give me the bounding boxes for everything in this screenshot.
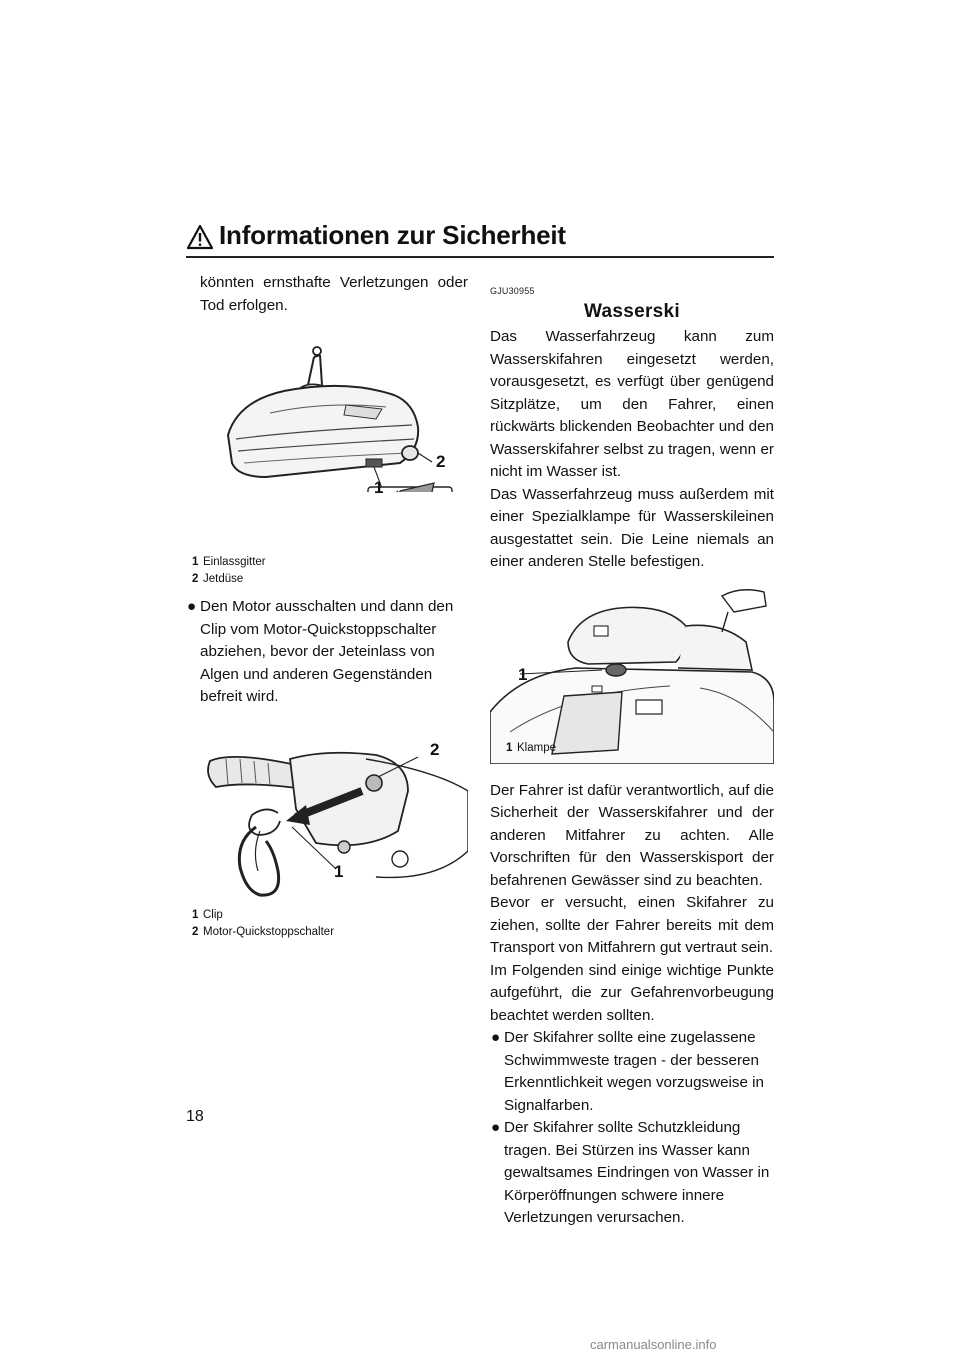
bullet-item: ● Der Skifahrer sollte Schutzkleidung tragen. Bei Stürzen ins Wasser kann gewaltsames Eindringen von Wasser in Körperöffnungen schwere innere Verletzungen verursachen. [491, 1119, 770, 1226]
callout-2: 2 [436, 452, 446, 471]
page-title: Informationen zur Sicherheit [219, 220, 566, 250]
warning-triangle-icon [186, 224, 214, 250]
caption-item: 1 Klampe [506, 741, 556, 754]
page-number: 18 [186, 1108, 204, 1125]
paragraph: Das Wasserfahrzeug muss außerdem mit einer Spezialklampe für Wasserskileinen ausgestattet sein. Die Leine niemals an einer anderen Stelle befestigen. [490, 485, 774, 570]
figure-jet-intake [186, 327, 468, 497]
paragraph: Der Fahrer ist dafür verantwortlich, auf die Sicherheit der Wasserskifahrer und der anderen Mitfahrer zu achten. Alle Vorschriften für den Wasserskisport der befahrenen Gewässer sind zu beachten. [490, 781, 774, 889]
callout-1: 1 [374, 478, 384, 497]
callout-1: 1 [334, 861, 344, 881]
callout-2: 2 [430, 739, 440, 759]
watercraft-rear-illustration [186, 327, 468, 492]
caption-item: 1 Einlassgitter [192, 556, 266, 568]
bullet-item: ● Den Motor ausschalten und dann den Clip vom Motor-Quickstoppschalter abziehen, bevor der Jeteinlass von Algen und anderen Gegenständen befreit wird. [187, 598, 454, 705]
caption-item: 2 Jetdüse [192, 573, 244, 585]
paragraph: Bevor er versucht, einen Skifahrer zu ziehen, sollte der Fahrer bereits mit dem Transport von Mitfahrern gut vertraut sein. [490, 894, 774, 956]
bullet-item: ● Der Skifahrer sollte eine zugelassene Schwimmweste tragen - der besseren Erkenntlichkeit wegen vorzugsweise in Signalfarben. [491, 1029, 765, 1114]
figure-quickstop-clip [186, 731, 468, 903]
figure3-captions [500, 740, 556, 757]
ski-cleat-illustration [490, 582, 774, 764]
handlebar-clip-illustration [186, 731, 468, 903]
caption-item: 2 Motor-Quickstoppschalter [192, 925, 335, 938]
watermark: carmanualsonline.info [590, 1337, 717, 1352]
paragraph: Das Wasserfahrzeug kann zum Wasserskifahren eingesetzt werden, vorausgesetzt, es verfügt über genügend Sitzplätze, um den Fahrer, einen rückwärts blickenden Beobachter und den Wasserskifahrer selbst zu tragen, wenn er nicht im Wasser ist. [490, 328, 774, 480]
figure2-captions [186, 907, 468, 941]
left-column [186, 272, 468, 941]
right-column [490, 278, 774, 1230]
paragraph: Im Folgenden sind einige wichtige Punkte aufgeführt, die zur Gefahrenvorbeugung beachtet werden sollten. [490, 961, 774, 1024]
caption-item: 1 Clip [192, 908, 223, 921]
intro-text: könnten ernsthafte Verletzungen oder Tod erfolgen. [200, 274, 468, 314]
callout-1: 1 [518, 664, 528, 684]
reference-code: GJU30955 [490, 286, 535, 296]
section-heading: Wasserski [583, 300, 680, 322]
figure-cleat [490, 582, 774, 764]
figure1-captions [186, 554, 468, 588]
page-header [186, 222, 774, 258]
